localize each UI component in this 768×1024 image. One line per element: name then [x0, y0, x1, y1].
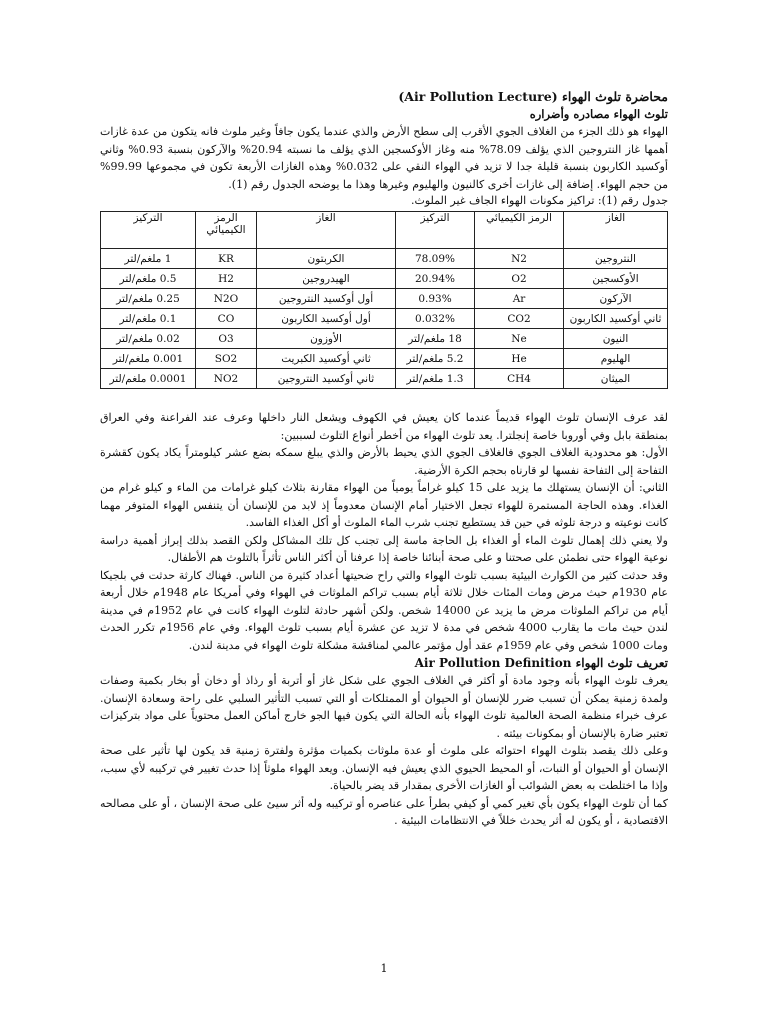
- table-row: [101, 289, 668, 309]
- table-cell: الكربتون: [257, 249, 396, 269]
- table-header-cell: التركيز: [396, 212, 475, 249]
- air-composition-table: [100, 211, 668, 389]
- table-header-cell: الرمز الكيميائي: [475, 212, 564, 249]
- disasters-paragraph: وقد حدثت كثير من الكوارث البيئية بسبب تلوث الهواء والتي راح ضحيتها أعداد كثيرة من الناس. فهناك كارثة حدثت في بلجيكا عام 1930م حيث مرض ومات المئات خلال ثلاثة أيام بسبب تراكم الملوثات في الهواء وفي أمريكا عام 1948م خلال أربعة أيام من تراكم الملوثات مرض ما يزيد عن 14000 شخص. ولكن أشهر حادثة لتلوث الهواء كانت في عام 1952م في مدينة لندن حيث مات ما يقارب 4000 شخص في مدة لا تزيد عن عشرة أيام بسبب تلوث الهواء. وفي عام 1956م تكرر الحدث ومات 1000 شخص وفي عام 1959م عقد أول مؤتمر عالمي لمناقشة مشكلة تلوث الهواء في مدينة لندن.: [100, 568, 668, 652]
- table-cell: ثاني أوكسيد الكبريت: [257, 349, 396, 369]
- definition-heading: تعريف تلوث الهواء Air Pollution Definition: [414, 656, 668, 670]
- table-cell: النيون: [564, 329, 668, 349]
- table-cell: 0.25 ملغم/لتر: [101, 289, 196, 309]
- history-paragraph: لقد عرف الإنسان تلوث الهواء قديماً عندما كان يعيش في الكهوف ويشعل النار داخلها وعرف عند الفراعنة وفي العراق بمنطقة بابل وفي أوروبا خاصة إنجلترا. يعد تلوث الهواء من أخطر أنواع التلوث لسببين:: [100, 411, 668, 442]
- table-cell: O2: [475, 269, 564, 289]
- table-cell: NO2: [196, 369, 257, 389]
- table-row: [101, 249, 668, 269]
- table-cell: H2: [196, 269, 257, 289]
- table-cell: أول أوكسيد الكاربون: [257, 309, 396, 329]
- document-page: [100, 88, 668, 830]
- table-cell: الآركون: [564, 289, 668, 309]
- table-cell: الهيدروجين: [257, 269, 396, 289]
- table-row: [101, 349, 668, 369]
- table-row: [101, 309, 668, 329]
- table-cell: Ne: [475, 329, 564, 349]
- table-row: [101, 269, 668, 289]
- table-row: [101, 369, 668, 389]
- table-cell: KR: [196, 249, 257, 269]
- table-cell: الأوكسجين: [564, 269, 668, 289]
- table-cell: 0.032%: [396, 309, 475, 329]
- table-cell: 0.0001 ملغم/لتر: [101, 369, 196, 389]
- table-cell: 0.001 ملغم/لتر: [101, 349, 196, 369]
- table-cell: الهليوم: [564, 349, 668, 369]
- table-cell: CO2: [475, 309, 564, 329]
- table-cell: 0.1 ملغم/لتر: [101, 309, 196, 329]
- table-cell: 20.94%: [396, 269, 475, 289]
- page-number: 1: [380, 962, 388, 975]
- table-header-cell: الغاز: [257, 212, 396, 249]
- table-cell: ثاني أوكسيد الكاربون: [564, 309, 668, 329]
- table-cell: 78.09%: [396, 249, 475, 269]
- table-cell: N2: [475, 249, 564, 269]
- definition-paragraph: كما أن تلوث الهواء يكون بأي تغير كمي أو كيفي بطرأ على عناصره أو تركيبه وله أثر سيئ على صحة الإنسان ، أو على مصالحه الاقتصادية ، أو يكون له أثر يحدث خللاً في الانتظامات البيئية .: [100, 796, 668, 827]
- table-cell: ثاني أوكسيد النتروجين: [257, 369, 396, 389]
- reason-two-paragraph: الثاني: أن الإنسان يستهلك ما يزيد على 15 كيلو غراماً يومياً من الهواء مقارنة بثلاث كيلو غرامات من الماء و كيلو غرام من الغذاء. وهذه الحاجة المستمرة للهواء تجعل الاختيار أمام الإنسان معدوماً إذ لابد من للإنسان أن يتنفس الهواء المتوفر مهما كانت نوعيته و درجة تلوثه في حين قد يستطيع تجنب شرب الماء الملوث أو أكل الغذاء الفاسد.: [100, 481, 668, 529]
- table-cell: Ar: [475, 289, 564, 309]
- intro-paragraph: الهواء هو ذلك الجزء من الغلاف الجوي الأقرب إلى سطح الأرض والذي عندما يكون جافاً وغير ملوث فانه يتكون من عدة غازات أهمها غاز النتروجين الذي يؤلف 78.09% منه وغاز الأوكسجين الذي يؤلف ما نسبته 20.94% والآركون بنسبة 0.93% وثاني أوكسيد الكاربون بنسبة قليلة جدا لا تزيد في الهواء النقي على 0.032% وهذه الغازات الأربعة تكون في مجموعها 99.99% من حجم الهواء. إضافة إلى غازات أخرى كالنيون والهليوم وغيرها وهذا ما يوضحه الجدول رقم (1).: [100, 125, 668, 191]
- table-header-cell: الغاز: [564, 212, 668, 249]
- table-header-cell: التركيز: [101, 212, 196, 249]
- table-cell: N2O: [196, 289, 257, 309]
- table-cell: O3: [196, 329, 257, 349]
- table-cell: الميثان: [564, 369, 668, 389]
- table-cell: 0.93%: [396, 289, 475, 309]
- table-cell: 0.02 ملغم/لتر: [101, 329, 196, 349]
- reason-one-paragraph: الأول: هو محدودية الغلاف الجوي فالغلاف الجوي الذي يحيط بالأرض والذي يبلغ سمكه بضع عشر كيلومتراً يكاد يكون كقشرة التفاحة إلى التفاحة نفسها لو قارناه بحجم الكرة الأرضية.: [100, 446, 668, 477]
- table-cell: CH4: [475, 369, 564, 389]
- table-cell: CO: [196, 309, 257, 329]
- table-cell: 1.3 ملغم/لتر: [396, 369, 475, 389]
- table-cell: SO2: [196, 349, 257, 369]
- table-cell: 5.2 ملغم/لتر: [396, 349, 475, 369]
- table-cell: الأوزون: [257, 329, 396, 349]
- page-title: محاضرة تلوث الهواء (Air Pollution Lecture): [398, 89, 668, 104]
- table-cell: 18 ملغم/لتر: [396, 329, 475, 349]
- page-subtitle: تلوث الهواء مصادره وأضراره: [529, 107, 668, 121]
- table-cell: النتروجين: [564, 249, 668, 269]
- definition-paragraph: يعرف تلوث الهواء بأنه وجود مادة أو أكثر في الغلاف الجوي على شكل غاز أو أتربة أو رذاذ أو دخان أو بخار بكمية وصفات ولمدة زمنية يمكن أن تسبب ضرر للإنسان أو الحيوان أو الممتلكات أو التي تسبب التأثير السلبي على راحة وسعادة الإنسان. عرف خبراء منظمة الصحة العالمية تلوث الهواء بأنه الحالة التي يكون فيها الجو خارج أماكن العمل محتوياً على مواد بتركيزات تعتبر ضارة بالإنسان أو بمكونات بيئته .: [100, 674, 668, 740]
- table-row: [101, 329, 668, 349]
- importance-paragraph: ولا يعني ذلك إهمال تلوث الماء أو الغذاء بل الحاجة ماسة إلى تجنب كل تلك المشاكل ولكن القصد بذلك إبراز أهمية دراسة نوعية الهواء حتى نطمئن على صحتنا و على صحة أبنائنا خاصة إذا عرفنا أن أكثر الناس تأثراً بالتلوث هم الأطفال.: [100, 533, 668, 564]
- table-caption: جدول رقم (1): تراكيز مكونات الهواء الجاف غير الملوث.: [410, 194, 668, 207]
- table-cell: 1 ملغم/لتر: [101, 249, 196, 269]
- table-header-row: [101, 212, 668, 249]
- definition-paragraph: وعلى ذلك يقصد بتلوث الهواء احتوائه على ملوث أو عدة ملوثات بكميات مؤثرة ولفترة زمنية قد يكون لها تأثير على صحة الإنسان أو الحيوان أو النبات، أو المحيط الحيوي الذي يعيش فيه الإنسان. ويعد الهواء ملوثاً إذا حدث تغيير في تركيبه لأي سبب، وإذا ما اختلطت به بعض الشوائب أو الغازات الأخرى بمقدار قد يضر بالحياة.: [100, 744, 668, 792]
- table-header-cell: الرمز الكيميائي: [196, 212, 257, 249]
- table-cell: 0.5 ملغم/لتر: [101, 269, 196, 289]
- table-cell: He: [475, 349, 564, 369]
- table-cell: أول أوكسيد النتروجين: [257, 289, 396, 309]
